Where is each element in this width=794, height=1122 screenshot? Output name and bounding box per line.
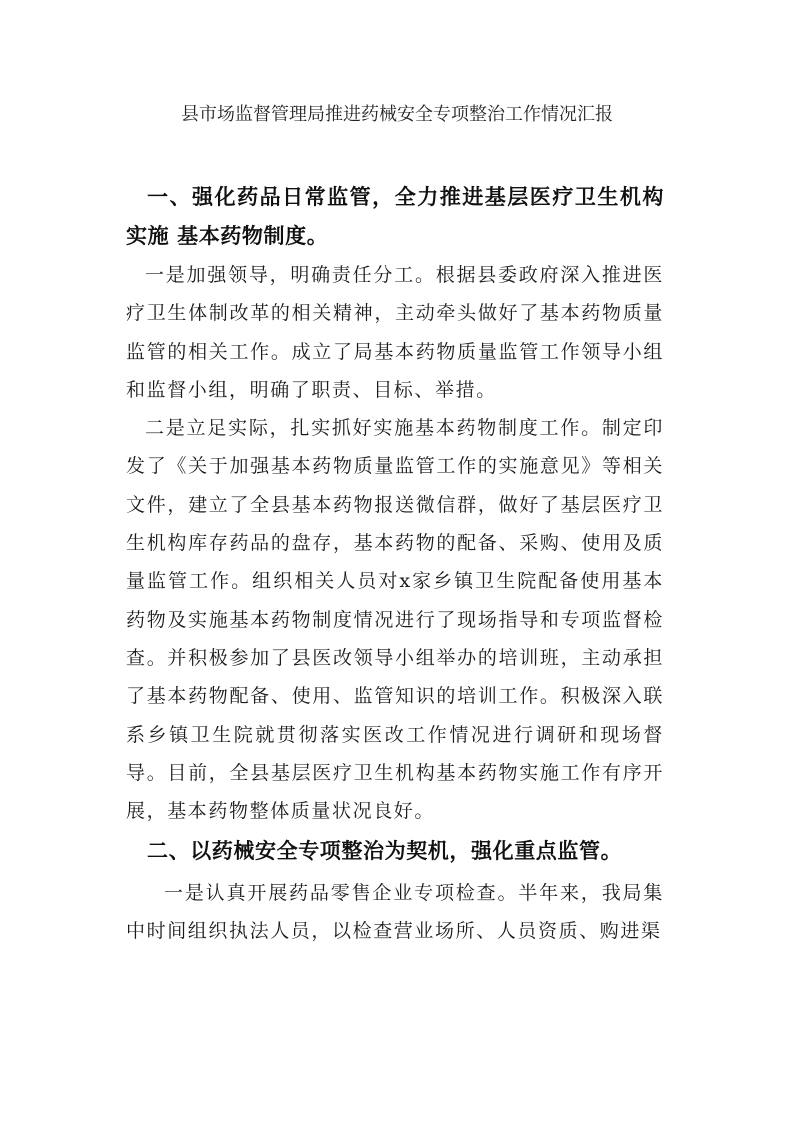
section-heading-1: 一、强化药品日常监管，全力推进基层医疗卫生机构实施 基本药物制度。 [126,184,664,248]
paragraph-implementation: 二是立足实际，扎实抓好实施基本药物制度工作。制定印发了《关于加强基本药物质量监管工作的实施意见》等相关文件，建立了全县基本药物报送微信群，做好了基层医疗卫生机构库存药品的盘存，基本药物的配备、采购、使用及质量监管工作。组织相关人员对x家乡镇卫生院配备使用基本药物及实施基本药物制度情况进行了现场指导和专项监督检查。并积极参加了县医改领导小组举办的培训班，主动承担了基本药物配备、使用、监管知识的培训工作。积极深入联系乡镇卫生院就贯彻落实医改工作情况进行调研和现场督导。目前，全县基层医疗卫生机构基本药物实施工作有序开展，基本药物整体质量状况良好。 [126,417,664,823]
document-title: 县市场监督管理局推进药械安全专项整治工作情况汇报 [181,104,613,125]
section-heading-2: 二、以药械安全专项整治为契机，强化重点监管。 [147,838,623,864]
paragraph-leadership: 一是加强领导，明确责任分工。根据县委政府深入推进医疗卫生体制改革的相关精神，主动牵头做好了基本药物质量监管的相关工作。成立了局基本药物质量监管工作领导小组和监督小组，明确了职责、目标、举措。 [126,264,664,401]
paragraph-retail-inspection: 一是认真开展药品零售企业专项检查。半年来，我局集中时间组织执法人员，以检查营业场所、人员资质、购进渠 [126,881,664,943]
document-body [126,178,664,951]
